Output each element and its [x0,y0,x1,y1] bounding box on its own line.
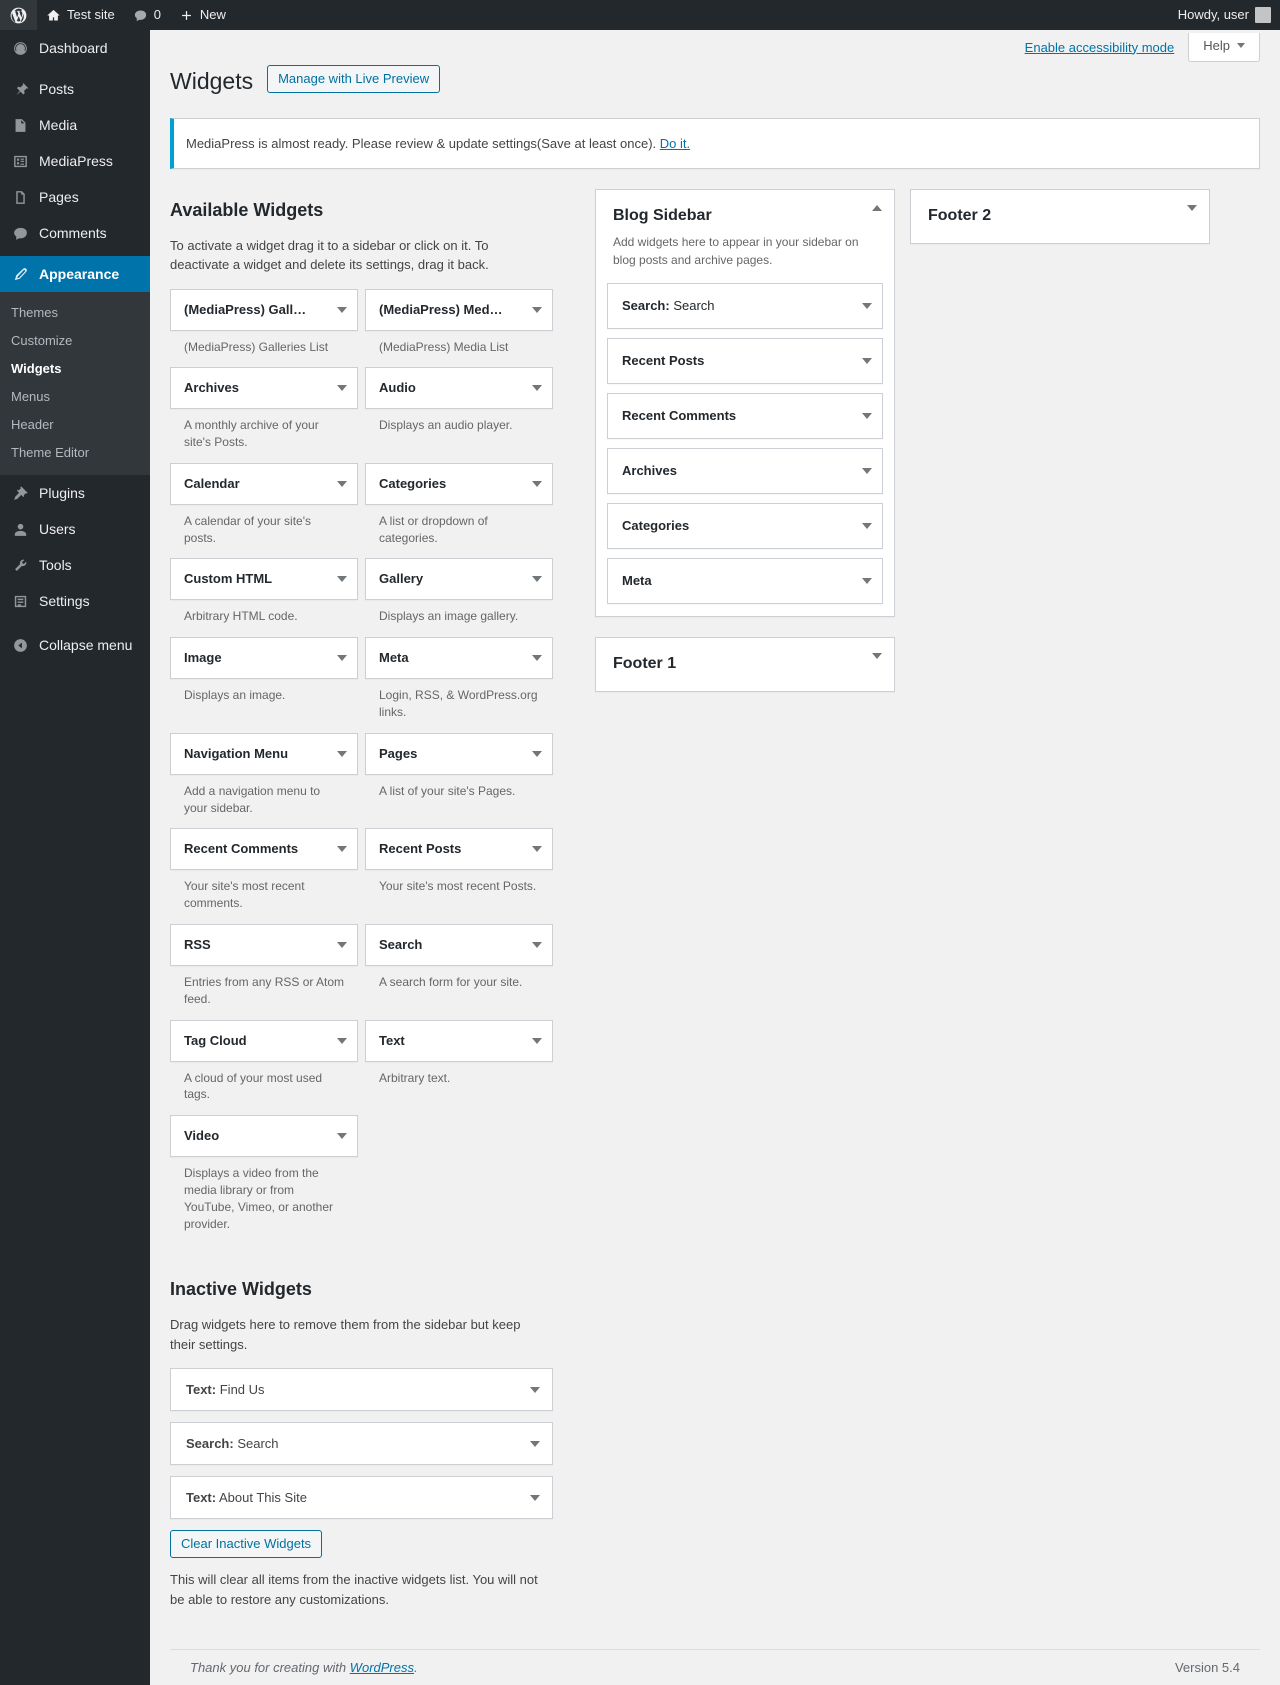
inactive-widget-search[interactable] [170,1422,553,1465]
widget-title [622,407,736,425]
sidebar-widget-recent-comments[interactable] [607,393,883,439]
sidebar-widget-meta[interactable] [607,558,883,604]
inactive-widgets-list [170,1368,570,1519]
widget-cell [170,1020,358,1114]
widget-title: Video [184,1128,220,1144]
widget-title [622,517,689,535]
plus-icon [179,0,194,30]
sidebar-panel-footer-1 [595,637,895,692]
available-widgets-column [170,189,570,1610]
widget-title [622,462,677,480]
chevron-down-icon[interactable] [532,307,542,313]
chevron-down-icon[interactable] [862,413,872,419]
widget-title: Search [379,937,423,953]
chevron-down-icon[interactable] [337,307,347,313]
widget-title: Navigation Menu [184,745,289,761]
widget-type: Search: [622,297,670,313]
comments-count: 0 [153,7,161,22]
widget-title: Meta [379,650,409,666]
sidebar-widgets-list [596,283,894,615]
sidebar-item-label: Pages [39,189,79,205]
chevron-down-icon[interactable] [532,576,542,582]
widget-title: RSS [184,937,211,953]
chevron-down-icon[interactable] [862,578,872,584]
clear-inactive-widgets-button[interactable]: Clear Inactive Widgets [170,1530,322,1558]
new-label: New [199,7,226,22]
mediapress-notice [170,118,1260,169]
sidebar-panel-title: Footer 1 [613,654,677,672]
widget-cell [170,637,358,731]
widget-name: Categories [622,517,690,533]
chevron-down-icon[interactable] [532,846,542,852]
chevron-down-icon[interactable] [337,846,347,852]
widget-name: About This Site [219,1490,307,1506]
widget-cell [170,924,358,1018]
sidebar-widget-search[interactable] [607,283,883,329]
widget-title: (MediaPress) Med… [379,301,503,317]
available-widget-navigation-menu[interactable] [170,733,358,775]
main-content [150,30,1280,1685]
widget-title: Recent Comments [184,841,299,857]
sidebar-panel-header[interactable] [911,190,1209,242]
chevron-down-icon[interactable] [862,468,872,474]
sidebar-item-label: Posts [39,81,75,97]
sidebar-item-label: Plugins [39,485,85,501]
media-icon [10,117,30,134]
widget-title: Archives [184,380,239,396]
widget-cell [365,558,553,635]
users-icon [10,521,30,538]
widget-description: Login, RSS, & WordPress.org links. [379,688,538,720]
available-widgets-title: Available Widgets [170,199,324,220]
available-widgets-description: To activate a widget drag it to a sidebar or click on it. To deactivate a widget and delete its settings, drag it back. [170,237,489,272]
widget-description: A list of your site's Pages. [379,783,516,798]
widget-cell [365,1020,553,1114]
widget-title: Image [184,650,222,666]
page-icon [10,189,30,206]
sidebar-panel-footer-2 [910,189,1210,244]
collapse-menu-label: Collapse menu [39,637,133,653]
widget-title: (MediaPress) Gall… [184,301,307,317]
manage-with-live-preview-button[interactable]: Manage with Live Preview [267,65,440,93]
submenu-item-menus[interactable]: Menus [11,389,51,404]
clear-inactive-note: This will clear all items from the inactive widgets list. You will not be able to restore any customizations. [170,1572,538,1607]
submenu-item-customize[interactable]: Customize [11,333,73,348]
widget-cell [170,828,358,922]
sidebar-item-appearance[interactable] [0,256,150,292]
page-title: Widgets [170,68,254,94]
widget-description: A monthly archive of your site's Posts. [184,418,319,450]
howdy-label: Howdy, user [1177,7,1249,22]
widget-description: Displays an image gallery. [379,609,519,624]
widget-title: Pages [379,745,418,761]
collapse-menu-button[interactable] [0,627,150,663]
widget-cell [365,463,553,557]
chevron-down-icon[interactable] [337,385,347,391]
sidebar-panel-title: Footer 2 [928,206,992,224]
screen-meta-links [1025,30,1260,64]
sidebars-column-1 [595,189,895,712]
available-widget-mediapress-galleries[interactable] [170,289,358,331]
widget-cell [170,733,358,827]
widget-cell-empty [365,1115,553,1242]
notice-do-it-link[interactable]: Do it. [659,136,691,151]
widget-description: Your site's most recent Posts. [379,879,537,894]
sidebar-item-comments[interactable] [0,215,150,251]
widget-title: Custom HTML [184,571,273,587]
submenu-item-themes[interactable]: Themes [11,305,58,320]
sidebar-widget-recent-posts[interactable] [607,338,883,384]
available-widget-gallery[interactable] [365,558,553,600]
widget-name: Recent Comments [622,407,737,423]
notice-text: MediaPress is almost ready. Please review & update settings(Save at least once). [186,136,657,151]
wordpress-logo-icon [9,5,28,25]
submenu-item-header[interactable]: Header [11,417,54,432]
chevron-down-icon[interactable] [532,1038,542,1044]
admin-footer [170,1649,1260,1685]
avatar [1255,7,1271,23]
widget-title [622,352,704,370]
widget-title: Calendar [184,475,240,491]
mediapress-icon [10,153,30,170]
settings-icon [10,593,30,610]
widget-title [186,1490,307,1505]
chevron-down-icon[interactable] [337,751,347,757]
sidebar-item-label: Media [39,117,78,133]
sidebar-item-media[interactable] [0,107,150,143]
widget-name: Search [673,297,715,313]
widget-type: Text: [186,1490,217,1506]
available-widget-search[interactable] [365,924,553,966]
help-tab-label: Help [1203,37,1230,53]
enable-accessibility-mode-link[interactable]: Enable accessibility mode [1024,39,1175,55]
chevron-down-icon[interactable] [337,1038,347,1044]
available-widget-archives[interactable] [170,367,358,409]
chevron-down-icon[interactable] [337,1133,347,1139]
widget-title: Recent Posts [379,841,462,857]
sidebar-item-posts[interactable] [0,71,150,107]
sidebar-widget-archives[interactable] [607,448,883,494]
wp-logo-menu[interactable] [0,0,37,30]
sidebar-panel-header[interactable] [596,190,894,227]
available-widget-pages[interactable] [365,733,553,775]
sidebar-panel-title: Blog Sidebar [613,206,712,224]
widget-cell [170,1115,358,1242]
available-widget-meta[interactable] [365,637,553,679]
sidebar-item-label: Comments [39,225,107,241]
sidebar-item-tools[interactable] [0,547,150,583]
sidebar-item-label: Tools [39,557,72,573]
widget-cell [365,637,553,731]
widget-title [186,1436,279,1451]
sidebar-item-settings[interactable] [0,583,150,619]
sidebars-column-2 [910,189,1210,264]
widget-type: Text: [186,1382,217,1398]
sidebar-item-plugins[interactable] [0,475,150,511]
widget-description: Add a navigation menu to your sidebar. [184,783,321,815]
inactive-widget-text-find-us[interactable] [170,1368,553,1411]
available-widget-recent-posts[interactable] [365,828,553,870]
sidebar-panel-description: Add widgets here to appear in your sidebar on blog posts and archive pages. [613,234,859,267]
comments-bubble[interactable] [124,0,170,30]
chevron-down-icon[interactable] [872,653,882,659]
widget-cell [365,828,553,922]
chevron-up-icon[interactable] [872,205,882,211]
chevron-down-icon[interactable] [532,751,542,757]
widget-description: A cloud of your most used tags. [184,1070,323,1102]
chevron-down-icon[interactable] [530,1441,540,1447]
inactive-widget-text-about-this-site[interactable] [170,1476,553,1519]
available-widget-audio[interactable] [365,367,553,409]
inactive-widgets-title: Inactive Widgets [170,1279,312,1300]
chevron-down-icon[interactable] [530,1495,540,1501]
inactive-widgets-description: Drag widgets here to remove them from the sidebar but keep their settings. [170,1317,521,1352]
widget-description: (MediaPress) Galleries List [184,339,329,354]
appearance-icon [10,266,30,283]
pin-icon [10,81,30,98]
widget-description: (MediaPress) Media List [379,339,509,354]
widget-cell [170,463,358,557]
widget-description: Displays an audio player. [379,418,513,433]
widget-cell [170,289,358,366]
footer-thanks-suffix: . [414,1660,418,1676]
appearance-submenu [0,292,150,475]
submenu-item-widgets[interactable]: Widgets [11,361,62,376]
chevron-down-icon[interactable] [532,942,542,948]
footer-thanks [190,1660,418,1675]
chevron-down-icon[interactable] [337,481,347,487]
available-widget-calendar[interactable] [170,463,358,505]
widget-title: Categories [379,475,447,491]
new-content-menu[interactable] [170,0,235,30]
widget-name: Recent Posts [622,352,705,368]
site-name-label: Test site [67,7,115,22]
chevron-down-icon[interactable] [337,655,347,661]
sidebar-item-users[interactable] [0,511,150,547]
sidebar-panel-header[interactable] [596,638,894,690]
available-widget-custom-html[interactable] [170,558,358,600]
widget-description: Your site's most recent comments. [184,879,305,911]
sidebar-item-label: MediaPress [39,153,113,169]
comments-icon [10,225,30,242]
available-widget-recent-comments[interactable] [170,828,358,870]
chevron-down-icon[interactable] [862,523,872,529]
chevron-down-icon[interactable] [1187,205,1197,211]
widget-cell [365,289,553,366]
widget-description: Arbitrary HTML code. [184,609,298,624]
widget-description: A list or dropdown of categories. [379,513,488,545]
available-widget-rss[interactable] [170,924,358,966]
sidebar-item-mediapress[interactable] [0,143,150,179]
submenu-item-theme-editor[interactable]: Theme Editor [11,445,90,460]
chevron-down-icon[interactable] [532,385,542,391]
widget-cell [170,367,358,461]
available-widget-categories[interactable] [365,463,553,505]
home-icon [46,0,61,30]
available-widget-image[interactable] [170,637,358,679]
widget-type: Search: [186,1436,234,1452]
sidebar-panel-blog-sidebar [595,189,895,617]
widget-title [186,1382,265,1397]
chevron-down-icon[interactable] [532,655,542,661]
widgets-columns [170,189,1260,1610]
chevron-down-icon[interactable] [337,576,347,582]
footer-version: Version 5.4 [1174,1660,1240,1676]
widget-cell [365,367,553,461]
widget-title: Text [379,1032,405,1048]
comment-bubble-icon [133,0,148,30]
sidebar-item-pages[interactable] [0,179,150,215]
widget-name: Search [237,1436,279,1452]
chevron-down-icon[interactable] [530,1387,540,1393]
sidebar-widget-categories[interactable] [607,503,883,549]
widget-cell [170,558,358,635]
sidebar-item-label: Dashboard [39,40,108,56]
widget-title: Audio [379,380,416,396]
widget-name: Meta [622,572,652,588]
widget-name: Archives [622,462,677,478]
widget-title [622,572,652,590]
widget-description: Displays a video from the media library or from YouTube, Vimeo, or another provider. [184,1166,333,1231]
plugins-icon [10,485,30,502]
help-tab-button[interactable] [1188,33,1260,62]
sidebar-item-dashboard[interactable] [0,30,150,66]
widget-description: Arbitrary text. [379,1070,451,1085]
widget-title: Gallery [379,571,424,587]
chevron-down-icon [1237,43,1245,48]
chevron-down-icon[interactable] [862,303,872,309]
available-widgets-grid [170,289,570,1245]
chevron-down-icon[interactable] [532,481,542,487]
widget-name: Find Us [219,1382,265,1398]
admin-sidebar-menu [0,30,150,1685]
dashboard-icon [10,40,30,57]
widget-description: A search form for your site. [379,975,523,990]
widget-description: Displays an image. [184,688,286,703]
available-widget-tag-cloud[interactable] [170,1020,358,1062]
site-name-menu[interactable] [37,0,124,30]
footer-thanks-prefix: Thank you for creating with [190,1660,350,1676]
my-account-menu[interactable] [1169,0,1280,30]
wordpress-link[interactable]: WordPress [349,1660,414,1676]
widget-title: Tag Cloud [184,1032,247,1048]
widget-description: A calendar of your site's posts. [184,513,312,545]
admin-bar [0,0,1280,30]
collapse-icon [10,637,30,654]
available-widget-mediapress-media[interactable] [365,289,553,331]
widget-cell [365,924,553,1018]
sidebar-item-label: Appearance [39,266,120,282]
available-widget-text[interactable] [365,1020,553,1062]
widget-cell [365,733,553,827]
sidebar-item-label: Users [39,521,76,537]
widget-title [622,297,715,315]
available-widget-video[interactable] [170,1115,358,1157]
chevron-down-icon[interactable] [337,942,347,948]
widget-description: Entries from any RSS or Atom feed. [184,975,345,1006]
chevron-down-icon[interactable] [862,358,872,364]
sidebar-item-label: Settings [39,593,90,609]
tools-icon [10,557,30,574]
